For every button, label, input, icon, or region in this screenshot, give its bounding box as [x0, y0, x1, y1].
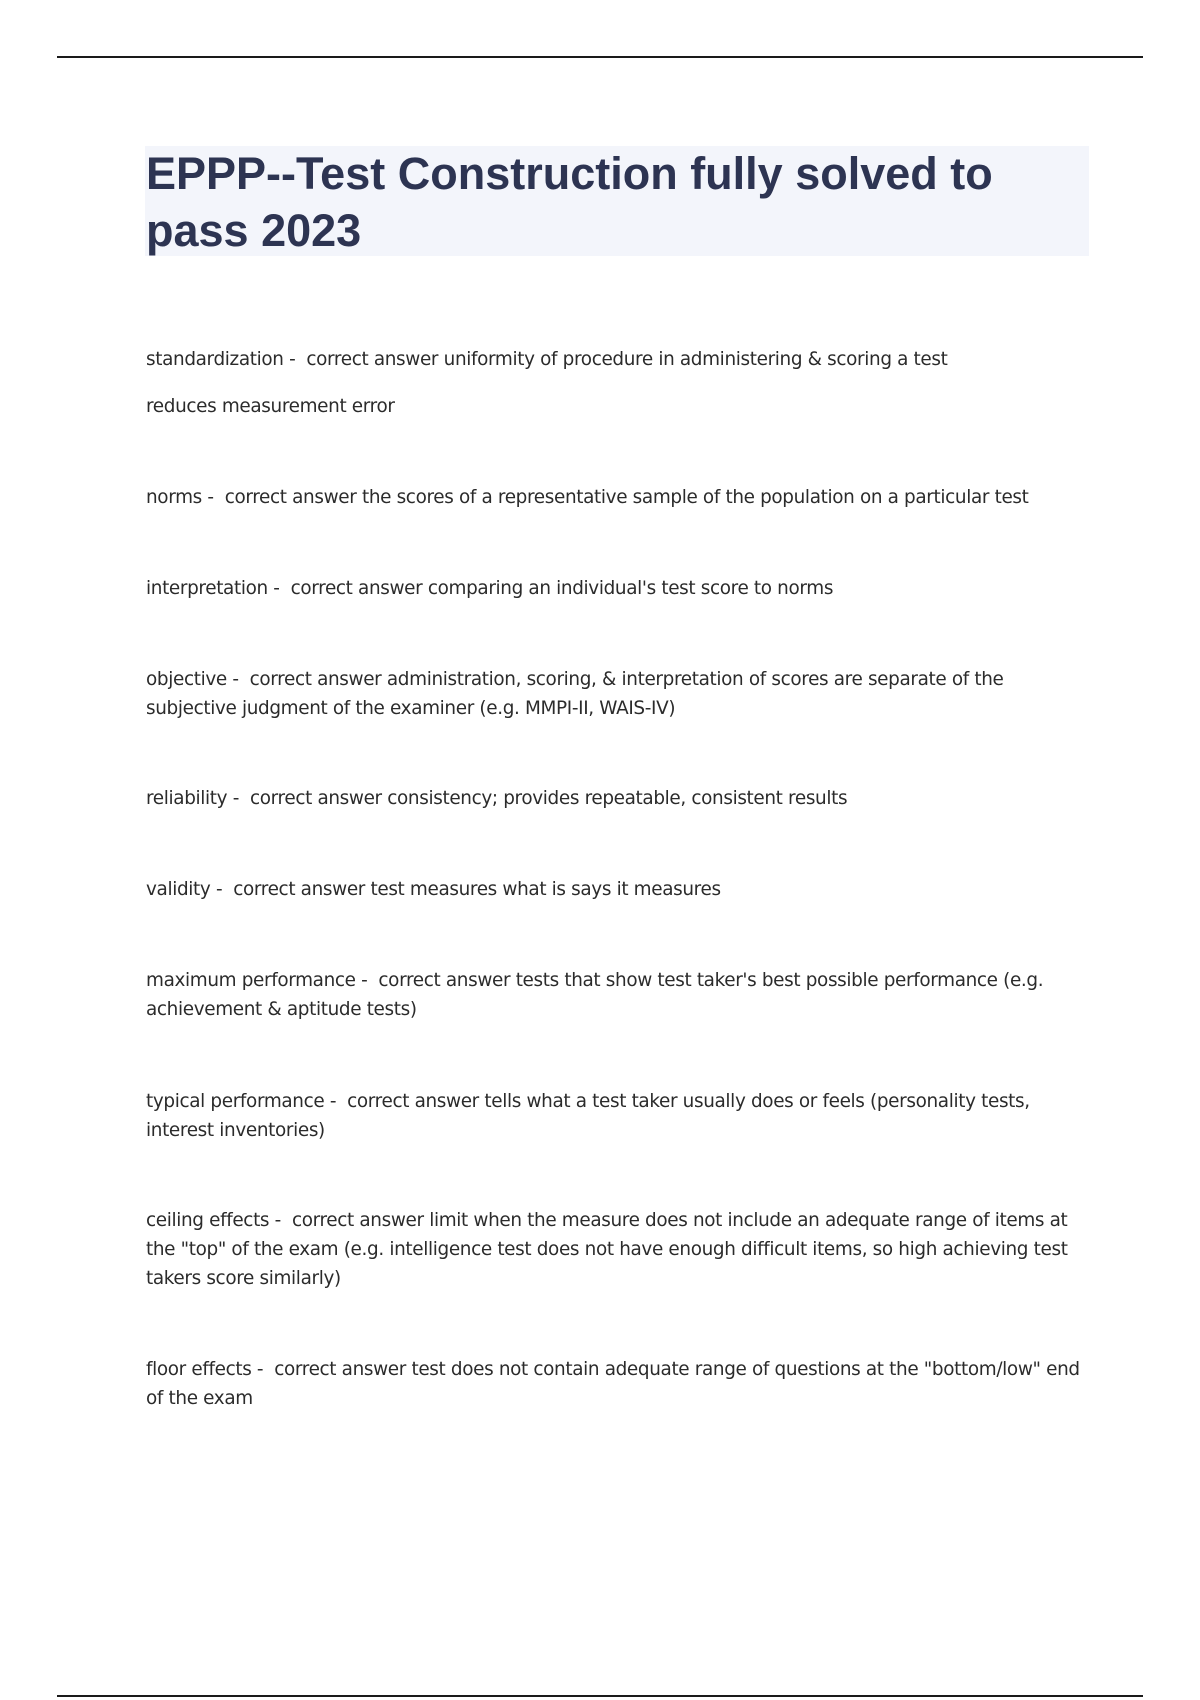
entry-answer: uniformity of procedure in administering & scoring a test: [443, 349, 948, 370]
entry-answer: consistency; provides repeatable, consistent results: [387, 788, 848, 809]
flashcard-entry: [146, 574, 1086, 603]
flashcard-entry: [146, 483, 1086, 512]
answer-label: correct answer: [249, 669, 382, 690]
flashcard-entry: [146, 1087, 1086, 1145]
entry-separator: -: [283, 349, 307, 370]
entry-term: validity: [146, 879, 211, 900]
entry-answer: the scores of a representative sample of the population on a particular test: [361, 487, 1029, 508]
top-rule: [57, 56, 1143, 58]
entry-separator: -: [227, 788, 250, 809]
answer-label: correct answer: [274, 1359, 406, 1380]
entry-separator: -: [267, 578, 291, 599]
bottom-rule: [57, 1695, 1143, 1697]
entry-answer: administration, scoring, & interpretation of scores are separate of the subjective judgment of the examiner (e.g. MMPI-II, WAIS-IV): [146, 669, 1004, 719]
flashcard-entry: [146, 665, 1086, 723]
entry-term: norms: [146, 487, 202, 508]
entry-term: typical performance: [146, 1091, 325, 1112]
entry-separator: -: [226, 669, 250, 690]
flashcard-entry: [146, 784, 1086, 813]
entry-answer: tells what a test taker usually does or feels (personality tests, interest inventories): [146, 1091, 1030, 1141]
entry-answer: test does not contain adequate range of questions at the "bottom/low" end of the exam: [146, 1359, 1080, 1409]
flashcard-entry: [146, 1355, 1086, 1413]
flashcard-entry: [146, 1206, 1086, 1293]
entry-separator: -: [269, 1210, 292, 1231]
answer-label: correct answer: [250, 788, 382, 809]
entry-answer: limit when the measure does not include an adequate range of items at the "top" of the exam (e.g. intelligence test does not have enough difficult items, so high achieving test takers score similarly): [146, 1210, 1068, 1289]
answer-label: correct answer: [224, 487, 357, 508]
page-title: EPPP--Test Construction fully solved to pass 2023: [146, 148, 993, 256]
entry-term: objective: [146, 669, 227, 690]
entry-separator: -: [251, 1359, 275, 1380]
answer-label: correct answer: [347, 1091, 479, 1112]
entry-answer: comparing an individual's test score to norms: [427, 578, 834, 599]
answer-label: correct answer: [306, 349, 439, 370]
entry-note: reduces measurement error: [146, 396, 395, 417]
answer-label: correct answer: [290, 578, 423, 599]
entry-separator: -: [201, 487, 225, 508]
answer-label: correct answer: [291, 1210, 424, 1231]
entry-separator: -: [355, 970, 379, 991]
answer-label: correct answer: [233, 879, 365, 900]
flashcard-entry: [146, 966, 1086, 1024]
flashcard-entry: [146, 345, 1086, 374]
answer-label: correct answer: [378, 970, 511, 991]
entry-separator: -: [324, 1091, 348, 1112]
entry-term: reliability: [146, 788, 228, 809]
entry-separator: -: [210, 879, 234, 900]
entry-answer: test measures what is says it measures: [370, 879, 721, 900]
entry-term: interpretation: [146, 578, 268, 599]
entry-term: ceiling effects: [146, 1210, 270, 1231]
flashcard-entry: [146, 875, 1086, 904]
entry-term: standardization: [146, 349, 284, 370]
entry-term: floor effects: [146, 1359, 252, 1380]
entry-answer: tests that show test taker's best possible performance (e.g. achievement & aptitude tests): [146, 970, 1044, 1020]
entry-term: maximum performance: [146, 970, 356, 991]
